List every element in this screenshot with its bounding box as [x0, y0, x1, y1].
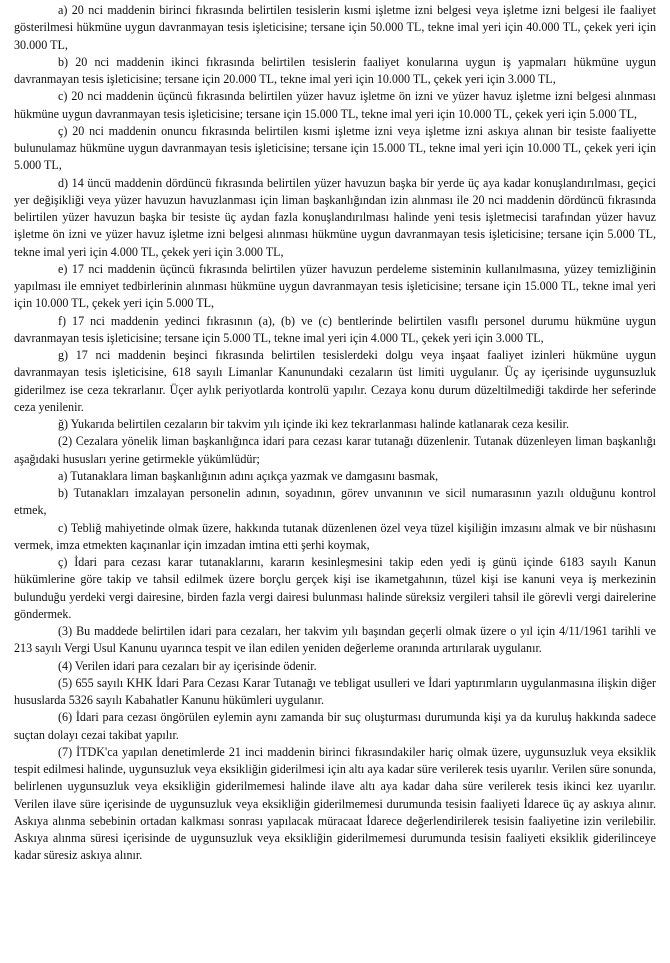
paragraph-2b: b) Tutanakları imzalayan personelin adının, soyadının, görev unvanının ve sicil numarasının yazılı olduğunu kontrol etmek, [14, 486, 656, 518]
paragraph-g-breve: ğ) Yukarıda belirtilen cezaların bir takvim yılı içinde iki kez tekrarlanması halinde katlanarak ceza kesilir. [58, 417, 569, 431]
paragraph-2a: a) Tutanaklara liman başkanlığının adını açıkça yazmak ve damgasını basmak, [58, 468, 439, 483]
paragraph-g: g) 17 nci maddenin beşinci fıkrasında belirtilen tesislerdeki dolgu veya inşaat faaliyet izinleri hükmüne uygun davranmayan tesis işleticisine, 618 sayılı Limanlar Kanunundaki cezaların üst limiti uygulanır. Üç ay içerisinde uygunsuzluk giderilmez ise ceza tekrarlanır. Üçer aylık periyotlarda kontrolü yapılır. Cezaya konu durum düzeltilmediği takdirde her seferinde ceza yenilenir. [14, 348, 656, 414]
paragraph-7: (7) İTDK'ca yapılan denetimlerde 21 inci maddenin birinci fıkrasındakiler hariç olmak üzere, uygunsuzluk veya eksiklik tespit edilmesi halinde, uygunsuzluk veya eksikliğin giderilmesi için altı aya kadar süre verilerek tesis uyarılır. Verilen süre sonunda, belirlenen uygunsuzluk veya eksikliğin giderilmemesi halinde ilave altı aya kadar daha süre verilerek tesis ikinci kez uyarılır. Verilen ilave süre içerisinde de uygunsuzluk veya eksikliğin giderilmemesi durumunda tesisin faaliyeti İdarece üç ay askıya alınır. Askıya alınma sebebinin ortadan kalkması sonrası yapılacak müracaat İdarece değerlendirilerek tesisin faaliyetine izin verilebilir. Askıya alınma süresi içerisinde de uygunsuzluk veya eksikliğin giderilmemesi durumunda tesisin faaliyeti eksiklik giderilinceye kadar süresiz askıya alınır. [14, 744, 656, 863]
paragraph-b: b) 20 nci maddenin ikinci fıkrasında belirtilen tesislerin faaliyet konularına uygun iş yapmaları hükmüne uygun davranmayan tesis işleticisine; tersane için 20.000 TL, tekne imal yeri için 10.000 TL, çekek yeri için 3.000 TL, [14, 54, 656, 86]
paragraph-2: (2) Cezalara yönelik liman başkanlığınca idari para cezası karar tutanağı düzenlenir. Tutanak düzenleyen liman başkanlığı aşağıdaki hususları yerine getirmekle yükümlüdür; [14, 434, 656, 466]
paragraph-c-cedilla: ç) 20 nci maddenin onuncu fıkrasında belirtilen kısmi işletme izni veya işletme izni askıya alınan bir tesiste faaliyette bulunulamaz hükmüne uygun davranmayan tesis işleticisine; tersane için 15.000 TL, tekne imal yeri için 10.000 TL, çekek yeri için 5.000 TL, [14, 123, 656, 173]
paragraph-5: (5) 655 sayılı KHK İdari Para Cezası Karar Tutanağı ve tebligat usulleri ve İdari yaptırımların uygulanmasına ilişkin diğer hususlarda 5326 sayılı Kabahatler Kanunu hükümleri uygulanır. [14, 675, 656, 707]
paragraph-2c-cedilla: ç) İdari para cezası karar tutanaklarını, kararın kesinleşmesini takip eden yedi iş günü içinde 6183 sayılı Kanun hükümlerine göre takip ve tahsil edilmek üzere borçlu gerçek kişi ise ikametgahının, tüzel kişi ise kanuni veya iş merkezinin bulunduğu yerdeki vergi dairesine, birden fazla vergi dairesi bulunması halinde süreksiz vergileri tahsil ile görevli vergi dairelerine göndermek. [14, 555, 656, 621]
paragraph-f: f) 17 nci maddenin yedinci fıkrasının (a), (b) ve (c) bentlerinde belirtilen vasıflı personel durumu hükmüne uygun davranmayan tesis işleticisine; tersane için 5.000 TL, tekne imal yeri için 4.000 TL, çekek yeri için 3.000 TL, [14, 313, 656, 345]
paragraph-6: (6) İdari para cezası öngörülen eylemin aynı zamanda bir suç oluşturması durumunda kişi ya da kuruluş hakkında sadece suçtan dolayı cezai takibat yapılır. [14, 710, 656, 742]
paragraph-d: d) 14 üncü maddenin dördüncü fıkrasında belirtilen yüzer havuzun başka bir yerde üç aya kadar konuşlandırılması, geçici yer değişikliği veya yüzer havuzun havuzlanması için liman başkanlığından izin alınması ile 20 nci maddenin dördüncü fıkrasında belirtilen yüzer havuzun başka bir tesiste üç aydan fazla konuşlandırılması halinde yeni tesis işletmecisi tarafından yüzer havuz işletme ön izni ve yüzer havuz işletme izni belgesi alınması hükmüne uygun davranmayan tesis işleticisine; tersane için 5.000 TL, tekne imal yeri için 4.000 TL, çekek yeri için 3.000 TL, [14, 175, 656, 259]
paragraph-2c: c) Tebliğ mahiyetinde olmak üzere, hakkında tutanak düzenlenen özel veya tüzel kişiliğin imzasını almak ve bir nüshasını vermek, imza etmekten kaçınanlar için imzadan imtina etti şerhi koymak, [14, 520, 656, 552]
paragraph-e: e) 17 nci maddenin üçüncü fıkrasında belirtilen yüzer havuzun perdeleme sisteminin kullanılmasına, yüzey temizliğinin yapılması ile emniyet tedbirlerinin alınması hükmüne uygun davranmayan tesis işleticisine; tersane için 15.000 TL, tekne imal yeri için 10.000 TL, çekek yeri için 5.000 TL, [14, 261, 656, 311]
paragraph-4: (4) Verilen idari para cezaları bir ay içerisinde ödenir. [58, 658, 317, 673]
paragraph-c: c) 20 nci maddenin üçüncü fıkrasında belirtilen yüzer havuz işletme ön izni ve yüzer havuz işletme izni belgesi alınması hükmüne uygun davranmayan tesis işleticisine; tersane için 15.000 TL, tekne imal yeri için 10.000 TL, çekek yeri için 5.000 TL, [14, 89, 656, 121]
paragraph-3: (3) Bu maddede belirtilen idari para cezaları, her takvim yılı başından geçerli olmak üzere o yıl için 4/11/1961 tarihli ve 213 sayılı Vergi Usul Kanunu uyarınca tespit ve ilan edilen yeniden değerleme oranında artırılarak uygulanır. [14, 624, 656, 656]
paragraph-a: a) 20 nci maddenin birinci fıkrasında belirtilen tesislerin kısmi işletme izni belgesi veya işletme izni belgesi ile faaliyet gösterilmesi hükmüne uygun davranmayan tesis işleticisine; tersane için 50.000 TL, tekne imal yeri için 40.000 TL, çekek yeri için 30.000 TL, [14, 3, 656, 52]
